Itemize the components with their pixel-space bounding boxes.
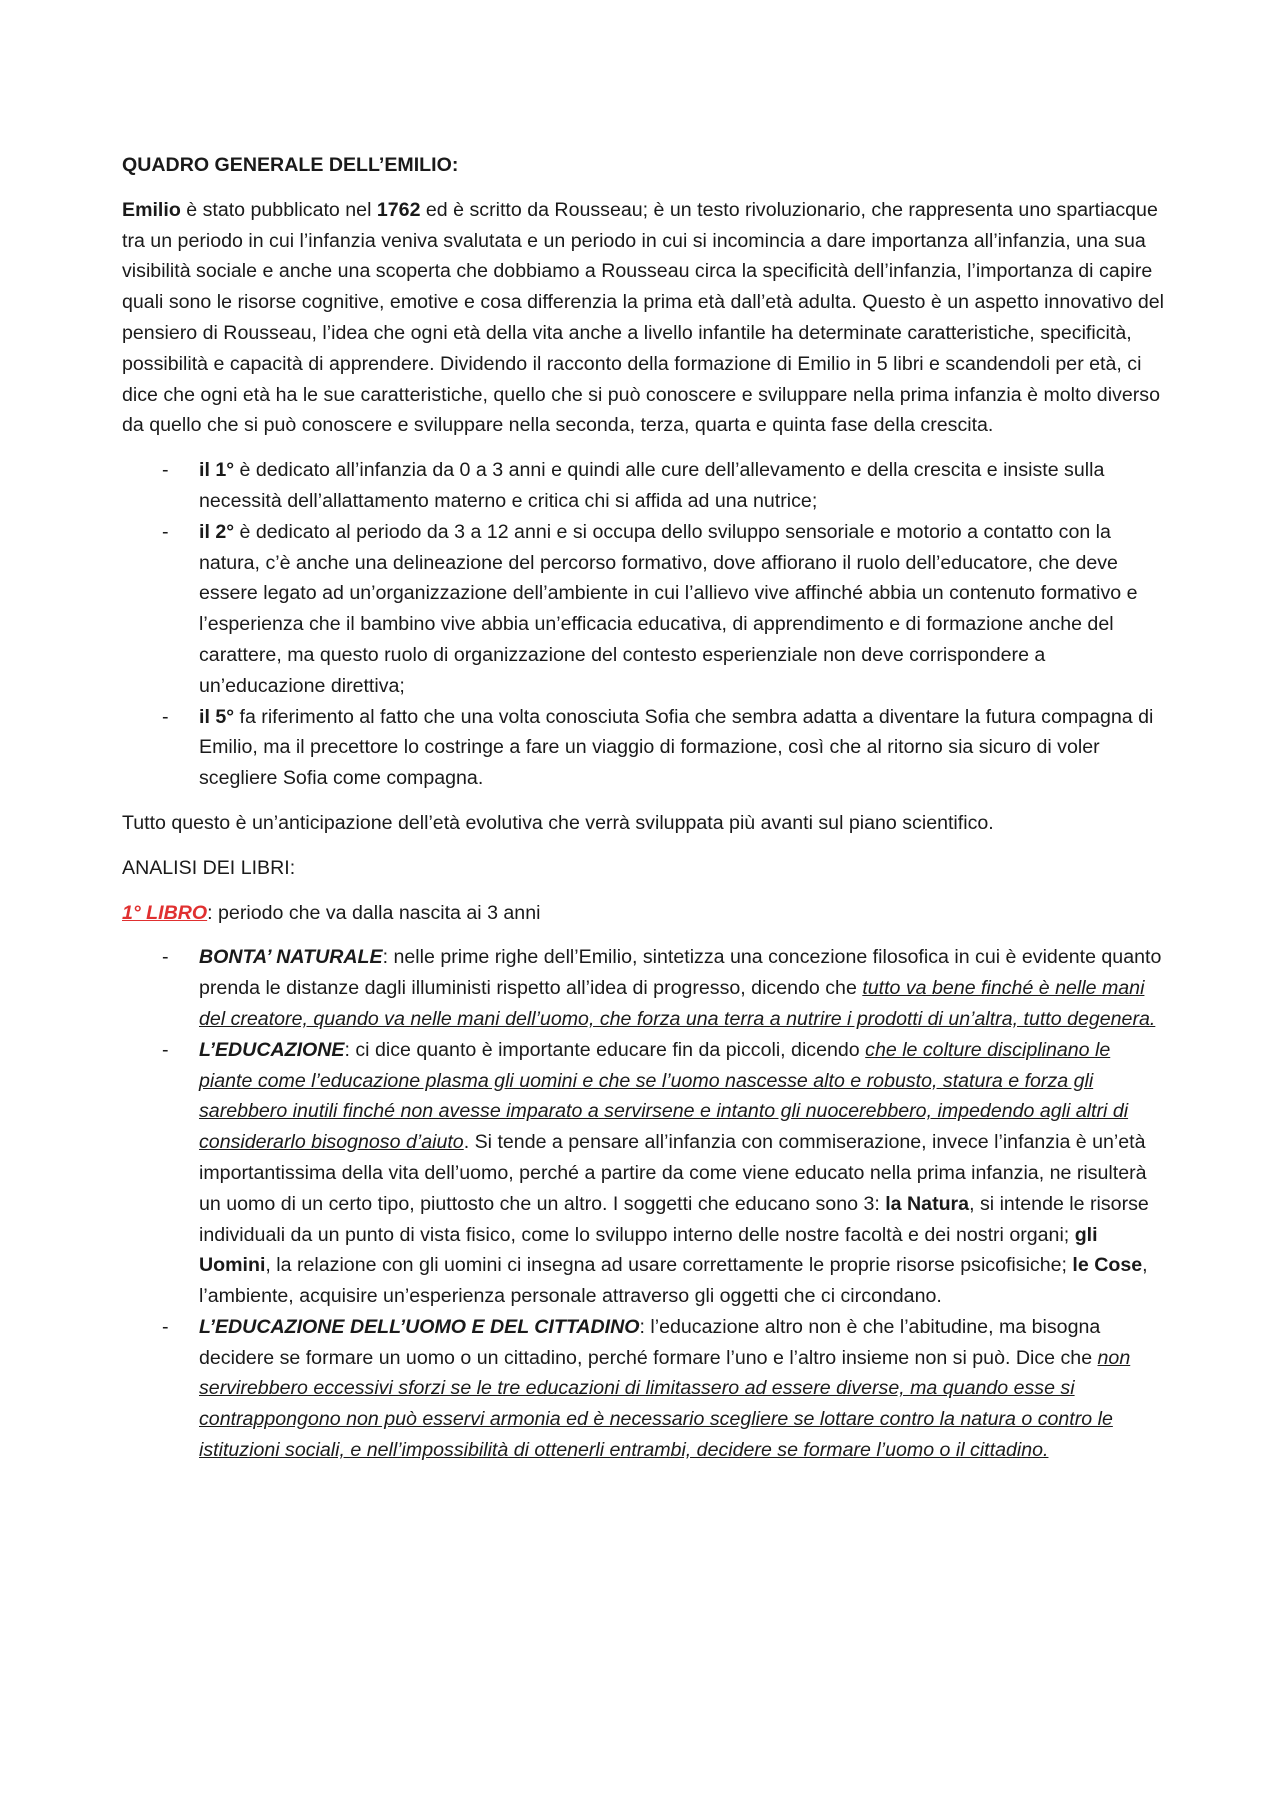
- book-label: il 1°: [199, 459, 235, 482]
- book-text: è dedicato all’infanzia da 0 a 3 anni e quindi alle cure dell’allevamento e della crescita e insiste sulla necessità dell’allattamento materno e critica chi si affida ad una nutrice;: [199, 459, 1105, 512]
- books-list: [122, 455, 1168, 794]
- dash-bullet: -: [162, 705, 169, 728]
- point-quote: che le colture disciplinano le piante come l’educazione plasma gli uomini e che se l’uomo nascesse alto e robusto, statura e forza gli sarebbero inutili finché non avesse imparato a servirsene e intanto gli nuocerebbero, impedendo agli altri di considerarlo bisognoso d’aiuto: [199, 1038, 1129, 1154]
- dash-bullet: -: [162, 1315, 169, 1338]
- list-item: [122, 702, 1168, 794]
- point-quote: tutto va bene finché è nelle mani del creatore, quando va nelle mani dell’uomo, che forza una terra a nutrire i prodotti di un’altra, tutto degenera.: [199, 977, 1156, 1030]
- dash-bullet: -: [162, 459, 169, 482]
- document-title: QUADRO GENERALE DELL’EMILIO:: [122, 154, 459, 176]
- list-item: [122, 517, 1168, 702]
- intro-paragraph: [122, 195, 1168, 441]
- book1-label: 1° LIBRO: [122, 901, 208, 924]
- point-title: L’EDUCAZIONE: [199, 1038, 345, 1061]
- point-text: , l’ambiente, acquisire un’esperienza personale attraverso gli oggetti che ci circondano.: [199, 1254, 1148, 1308]
- dash-bullet: -: [162, 946, 169, 969]
- point-text: : l’educazione altro non è che l’abitudine, ma bisogna decidere se formare un uomo o un cittadino, perché formare l’uno e l’altro insieme non si può. Dice che: [199, 1315, 1101, 1369]
- point-text: . Si tende a pensare all’infanzia con commiserazione, invece l’infanzia è un’età importantissima della vita dell’uomo, perché a partire da come viene educato nella prima infanzia, ne risulterà un uomo di un certo tipo, piuttosto che un altro. I soggetti che educano sono 3:: [199, 1131, 1147, 1215]
- point-text: : nelle prime righe dell’Emilio, sintetizza una concezione filosofica in cui è evidente quanto prenda le distanze dagli illuministi rispetto all’idea di progresso, dicendo che: [199, 946, 1162, 1000]
- list-item: [122, 1312, 1168, 1466]
- list-item: [122, 1035, 1168, 1312]
- year-bold: 1762: [376, 198, 421, 221]
- book-label: il 5°: [199, 705, 235, 728]
- list-item: [122, 455, 1168, 517]
- analysis-list: [122, 942, 1168, 1466]
- intro-text-2: ed è scritto da Rousseau; è un testo rivoluzionario, che rappresenta uno spartiacque tra un periodo in cui l’infanzia veniva svalutata e un periodo in cui si incomincia a dare importanza all’infanzia, una sua visibilità sociale e anche una scoperta che dobbiamo a Rousseau circa la specificità dell’infanzia, l’importanza di capire quali sono le risorse cognitive, emotive e cosa differenzia la prima età dall’età adulta. Questo è un aspetto innovativo del pensiero di Rousseau, l’idea che ogni età della vita anche a livello infantile ha determinate caratteristiche, specificità, possibilità e capacità di apprendere. Dividendo il racconto della formazione di Emilio in 5 libri e scandendoli per età, ci dice che ogni età ha le sue caratteristiche, quello che si può conoscere e sviluppare nella prima infanzia è molto diverso da quello che si può conoscere e sviluppare nella seconda, terza, quarta e quinta fase della crescita.: [122, 198, 1164, 437]
- analysis-heading: ANALISI DEI LIBRI:: [122, 856, 296, 879]
- point-text: : ci dice quanto è importante educare fin da piccoli, dicendo: [344, 1038, 866, 1061]
- summary-paragraph: Tutto questo è un’anticipazione dell’età evolutiva che verrà sviluppata più avanti sul piano scientifico.: [122, 811, 994, 834]
- book1-description: : periodo che va dalla nascita ai 3 anni: [207, 901, 541, 924]
- book1-heading: [122, 898, 1168, 929]
- intro-text-1: è stato pubblicato nel: [180, 198, 377, 221]
- point-text: , si intende le risorse individuali da un punto di vista fisico, come lo sviluppo interno delle nostre facoltà e dei nostri organi;: [199, 1192, 1149, 1246]
- dash-bullet: -: [162, 520, 169, 543]
- list-item: [122, 942, 1168, 1034]
- book-text: è dedicato al periodo da 3 a 12 anni e si occupa dello sviluppo sensoriale e motorio a contatto con la natura, c’è anche una delineazione del percorso formativo, dove affiorano il ruolo dell’educatore, che deve essere legato ad un’organizzazione dell’ambiente in cui l’allievo vive affinché abbia un contenuto formativo e l’esperienza che il bambino vive abbia un’efficacia educativa, di apprendimento e di formazione anche del carattere, ma questo ruolo di organizzazione del contesto esperienziale non deve corrispondere a un’educazione direttiva;: [199, 520, 1138, 697]
- point-title: L’EDUCAZIONE DELL’UOMO E DEL CITTADINO: [199, 1315, 640, 1338]
- subject-natura: la Natura: [885, 1192, 970, 1215]
- emilio-bold: Emilio: [122, 198, 181, 221]
- point-quote: non servirebbero eccessivi sforzi se le tre educazioni di limitassero ad essere diverse, ma quando esse si contrappongono non può esservi armonia ed è necessario scegliere se lottare contro la natura o contro le istituzioni sociali, e nell’impossibilità di ottenerli entrambi, decidere se formare l’uomo o il cittadino.: [199, 1346, 1131, 1462]
- book-label: il 2°: [199, 520, 235, 543]
- dash-bullet: -: [162, 1038, 169, 1061]
- subject-cose: le Cose: [1072, 1254, 1143, 1277]
- book-text: fa riferimento al fatto che una volta conosciuta Sofia che sembra adatta a diventare la futura compagna di Emilio, ma il precettore lo costringe a fare un viaggio di formazione, così che al ritorno sia sicuro di voler scegliere Sofia come compagna.: [199, 705, 1154, 790]
- document-page: [122, 150, 1168, 1480]
- subject-uomini: gli Uomini: [199, 1223, 1098, 1277]
- point-text: , la relazione con gli uomini ci insegna ad usare correttamente le proprie risorse psicofisiche;: [265, 1254, 1073, 1277]
- point-title: BONTA’ NATURALE: [199, 946, 383, 969]
